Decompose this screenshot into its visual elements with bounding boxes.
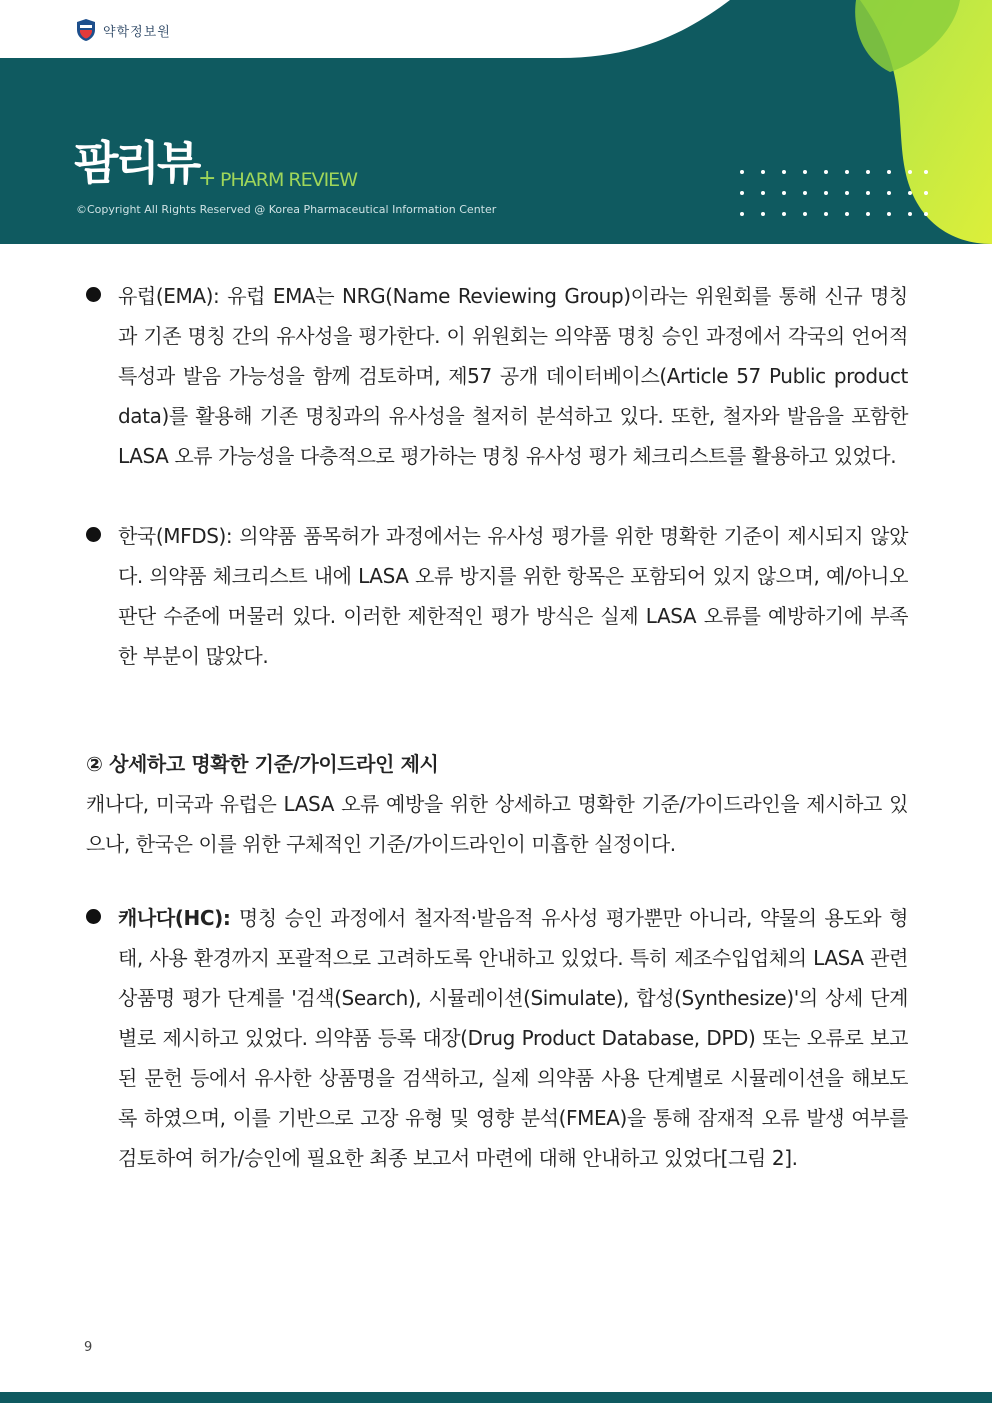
bullet-lead: 한국(MFDS): <box>118 524 240 548</box>
magazine-subtitle: PHARM REVIEW <box>220 169 357 191</box>
bullet-text <box>118 276 908 476</box>
decorative-dots <box>736 166 936 222</box>
bullet-text <box>118 516 908 676</box>
section-paragraph: 캐나다, 미국과 유럽은 LASA 오류 예방을 위한 상세하고 명확한 기준/가이드라인을 제시하고 있으나, 한국은 이를 위한 구체적인 기준/가이드라인이 미흡한 실정이다. <box>86 792 908 856</box>
brand-name: 약학정보원 <box>103 24 171 40</box>
footer-bar <box>0 1392 992 1403</box>
bullet-dot <box>86 909 101 924</box>
section-heading: ② 상세하고 명확한 기준/가이드라인 제시 <box>86 752 439 776</box>
bullet-text <box>118 898 908 1178</box>
bullet-body: 의약품 품목허가 과정에서는 유사성 평가를 위한 명확한 기준이 제시되지 않았다. 의약품 체크리스트 내에 LASA 오류 방지를 위한 항목은 포함되어 있지 않으며, 예/아니오 판단 수준에 머물러 있다. 이러한 제한적인 평가 방식은 실제 LASA 오류를 예방하기에 부족한 부분이 많았다. <box>118 524 908 668</box>
bullet-body: 명칭 승인 과정에서 철자적·발음적 유사성 평가뿐만 아니라, 약물의 용도와 형태, 사용 환경까지 포괄적으로 고려하도록 안내하고 있었다. 특히 제조수입업체의 LASA 관련 상품명 평가 단계를 '검색(Search), 시뮬레이션(Simulate), 합성(Synthesize)'의 상세 단계별로 제시하고 있었다. 의약품 등록 대장(Drug Product Database, DPD) 또는 오류로 보고된 문헌 등에서 유사한 상품명을 검색하고, 실제 의약품 사용 단계별로 시뮬레이션을 해보도록 하였으며, 이를 기반으로 고장 유형 및 영향 분석(FMEA)을 통해 잠재적 오류 발생 여부를 검토하여 허가/승인에 필요한 최종 보고서 마련에 대해 안내하고 있었다[그림 2]. <box>118 906 908 1170</box>
page-number: 9 <box>84 1340 93 1355</box>
bullet-dot <box>86 287 101 302</box>
magazine-title: 팜리뷰 <box>74 136 199 190</box>
bullet-dot <box>86 527 101 542</box>
page-header <box>0 0 992 244</box>
copyright-notice: ©Copyright All Rights Reserved @ Korea Pharmaceutical Information Center <box>76 203 497 216</box>
kpic-logo-icon <box>76 18 96 42</box>
bullet-lead: 캐나다(HC): <box>118 906 239 930</box>
bullet-lead: 유럽(EMA): <box>118 284 228 308</box>
bullet-body: 유럽 EMA는 NRG(Name Reviewing Group)이라는 위원회를 통해 신규 명칭과 기존 명칭 간의 유사성을 평가한다. 이 위원회는 의약품 명칭 승인 과정에서 각국의 언어적 특성과 발음 가능성을 함께 검토하며, 제57 공개 데이터베이스(Article 57 Public product data)를 활용해 기존 명칭과의 유사성을 철저히 분석하고 있다. 또한, 철자와 발음을 포함한 LASA 오류 가능성을 다층적으로 평가하는 명칭 유사성 평가 체크리스트를 활용하고 있었다. <box>118 284 908 468</box>
title-plus: + <box>198 166 217 191</box>
brand <box>76 16 171 44</box>
